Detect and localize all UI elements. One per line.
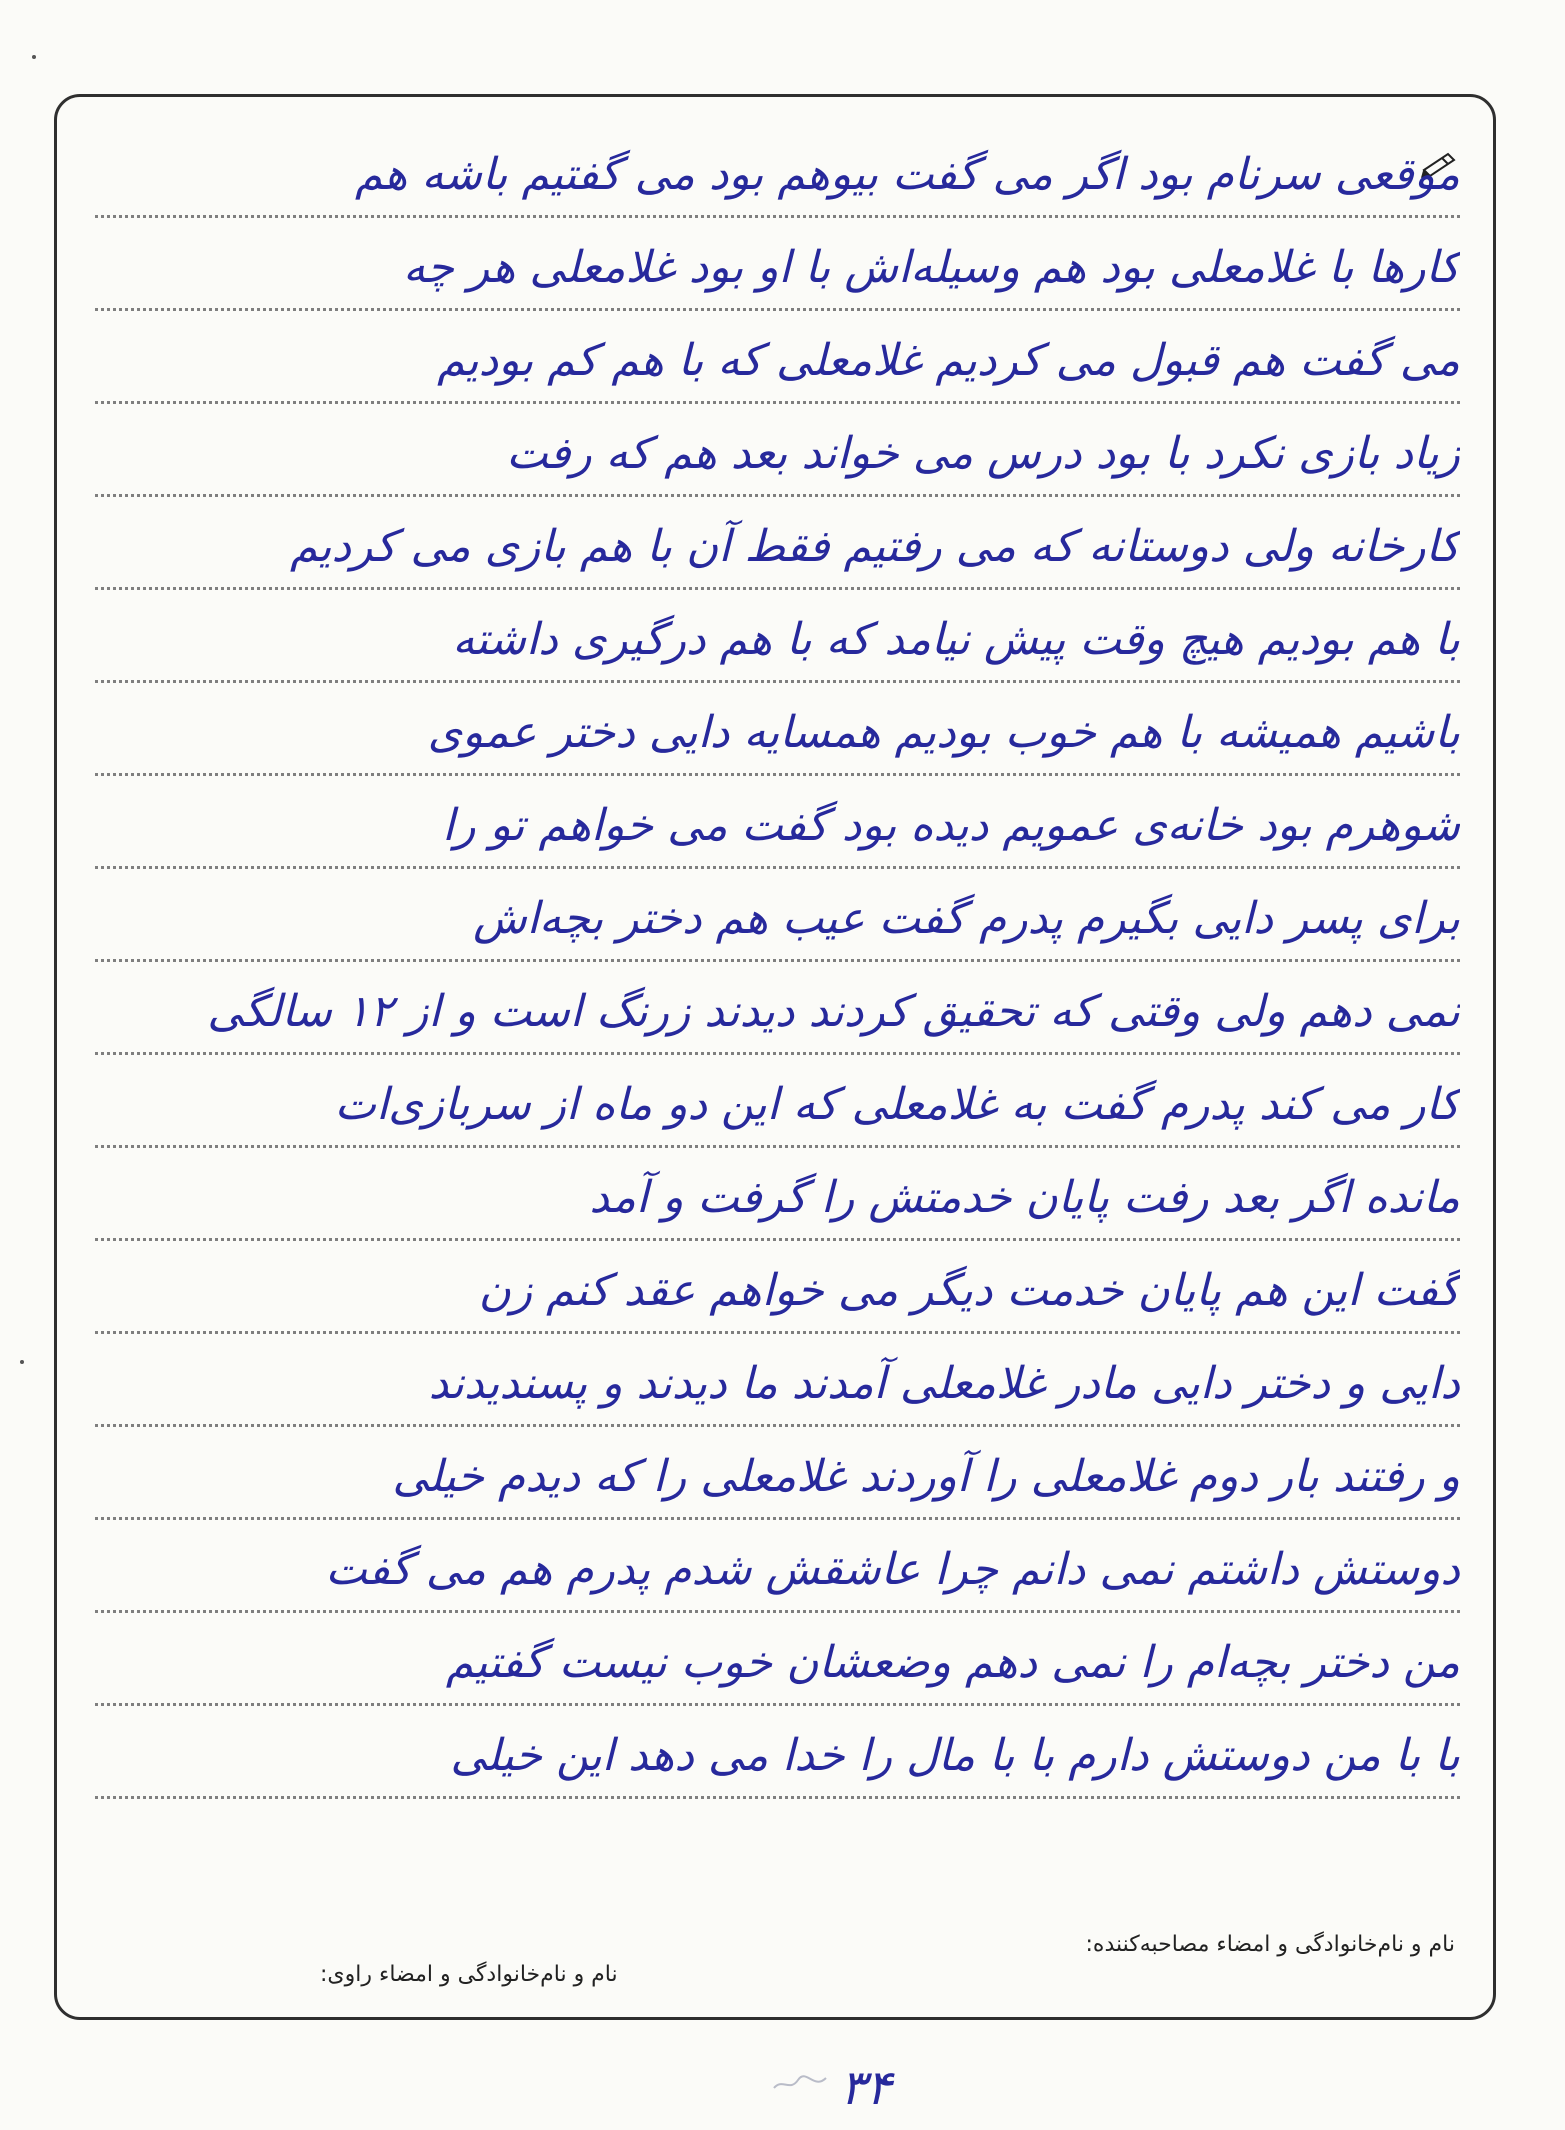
- text-line: [95, 683, 1460, 776]
- handwritten-line: دایی و دختر دایی مادر غلامعلی آمدند ما دیدند و پسندیدند: [428, 1358, 1460, 1409]
- handwritten-line: با با من دوستش دارم با با مال را خدا می دهد این خیلی: [450, 1730, 1460, 1781]
- handwritten-line: دوستش داشتم نمی دانم چرا عاشقش شدم پدرم هم می گفت: [325, 1544, 1460, 1595]
- text-line: [95, 1520, 1460, 1613]
- text-line: [95, 311, 1460, 404]
- handwritten-line: گفت این هم پایان خدمت دیگر می خواهم عقد کنم زن: [478, 1265, 1460, 1316]
- handwritten-line: شوهرم بود خانه‌ی عمویم دیده بود گفت می خواهم تو را: [442, 800, 1460, 851]
- handwritten-line: می گفت هم قبول می کردیم غلامعلی که با هم کم بودیم: [437, 335, 1460, 386]
- text-line: [95, 497, 1460, 590]
- handwritten-line: با هم بودیم هیچ وقت پیش نیامد که با هم درگیری داشته: [452, 614, 1460, 665]
- speck: [32, 55, 36, 59]
- text-line: [95, 962, 1460, 1055]
- text-line: [95, 1148, 1460, 1241]
- handwritten-line: کارخانه ولی دوستانه که می رفتیم فقط آن با هم بازی می کردیم: [290, 521, 1460, 572]
- handwritten-line: من دختر بچه‌ام را نمی دهم وضعشان خوب نیست گفتیم: [445, 1637, 1460, 1688]
- text-line: [95, 1055, 1460, 1148]
- text-line: [95, 1334, 1460, 1427]
- text-line: [95, 869, 1460, 962]
- text-line: [95, 1613, 1460, 1706]
- handwritten-text-block: [95, 125, 1460, 1799]
- handwritten-line: برای پسر دایی بگیرم پدرم گفت عیب هم دختر بچه‌اش: [473, 893, 1460, 944]
- narrator-signature-label: نام و نام‌خانوادگی و امضاء راوی:: [320, 1962, 618, 1987]
- handwritten-line: باشیم همیشه با هم خوب بودیم همسایه دایی دختر عموی: [427, 707, 1460, 758]
- text-line: [95, 590, 1460, 683]
- handwritten-line: و رفتند بار دوم غلامعلی را آوردند غلامعلی را که دیدم خیلی: [392, 1451, 1460, 1502]
- handwritten-line: کار می کند پدرم گفت به غلامعلی که این دو ماه از سربازی‌ات: [334, 1079, 1460, 1130]
- handwritten-line: کارها با غلامعلی بود هم وسیله‌اش با او بود غلامعلی هر چه: [403, 242, 1460, 293]
- text-line: [95, 1706, 1460, 1799]
- handwritten-line: زیاد بازی نکرد با بود درس می خواند بعد هم که رفت: [506, 428, 1460, 479]
- text-line: [95, 125, 1460, 218]
- handwritten-line: مانده اگر بعد رفت پایان خدمتش را گرفت و آمد: [589, 1172, 1460, 1223]
- interviewer-signature-label: نام و نام‌خانوادگی و امضاء مصاحبه‌کننده:: [1085, 1932, 1455, 1957]
- text-line: [95, 1241, 1460, 1334]
- handwritten-line: موقعی سرنام بود اگر می گفت بیوهم بود می گفتیم باشه هم: [355, 149, 1460, 200]
- handwritten-line: نمی دهم ولی وقتی که تحقیق کردند دیدند زرنگ است و از ۱۲ سالگی: [207, 986, 1460, 1037]
- speck: [20, 1360, 24, 1364]
- page-number: ۳۴: [840, 2060, 892, 2116]
- text-line: [95, 1427, 1460, 1520]
- pencil-scribble: [770, 2070, 830, 2096]
- text-line: [95, 404, 1460, 497]
- text-line: [95, 218, 1460, 311]
- text-line: [95, 776, 1460, 869]
